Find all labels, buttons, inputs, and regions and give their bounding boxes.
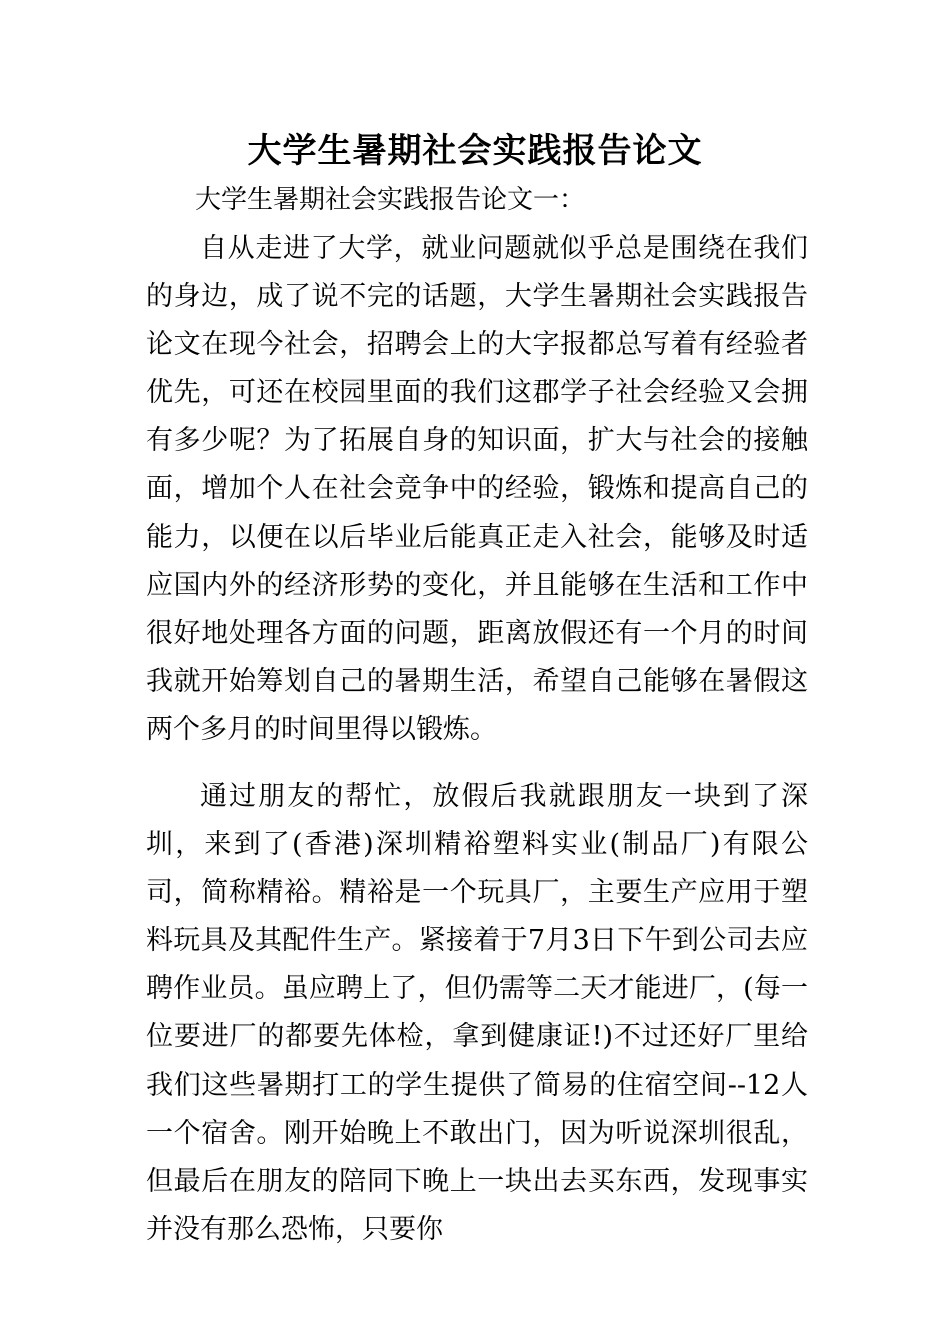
body-paragraph-2: 通过朋友的帮忙，放假后我就跟朋友一块到了深圳，来到了(香港)深圳精裕塑料实业(制品厂)有限公司，简称精裕。精裕是一个玩具厂，主要生产应用于塑料玩具及其配件生产。紧接着于7月3日下午到公司去应聘作业员。虽应聘上了，但仍需等二天才能进厂，(每一位要进厂的都要先体检，拿到健康证!)不过还好厂里给我们这些暑期打工的学生提供了简易的住宿空间--12人一个宿舍。刚开始晚上不敢出门，因为听说深圳很乱，但最后在朋友的陪同下晚上一块出去买东西，发现事实并没有那么恐怖，只要你 xyxy=(146,781,808,1245)
body-paragraph-1: 自从走进了大学，就业问题就似乎总是围绕在我们的身边，成了说不完的话题，大学生暑期社会实践报告论文在现今社会，招聘会上的大字报都总写着有经验者优先，可还在校园里面的我们这郡学子社会经验又会拥有多少呢？为了拓展自身的知识面，扩大与社会的接触面，增加个人在社会竞争中的经验，锻炼和提高自己的能力，以便在以后毕业后能真正走入社会，能够及时适应国内外的经济形势的变化，并且能够在生活和工作中很好地处理各方面的问题，距离放假还有一个月的时间我就开始筹划自己的暑期生活，希望自己能够在暑假这两个多月的时间里得以锻炼。 xyxy=(146,233,808,745)
document-title: 大学生暑期社会实践报告论文 xyxy=(247,131,703,171)
document-subtitle: 大学生暑期社会实践报告论文一： xyxy=(195,185,586,215)
